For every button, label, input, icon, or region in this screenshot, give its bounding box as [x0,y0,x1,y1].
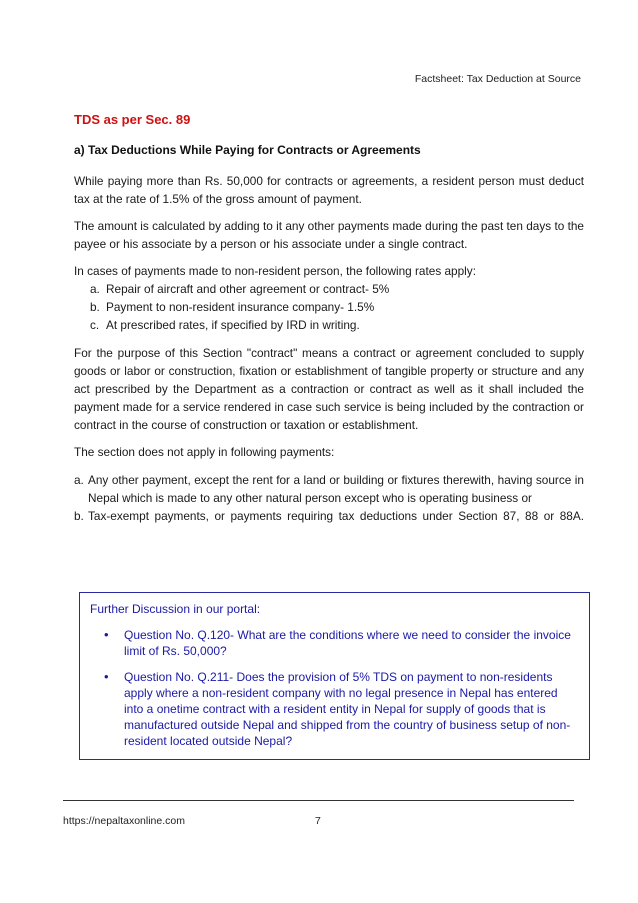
paragraph-tds-rate: While paying more than Rs. 50,000 for contracts or agreements, a resident person must deduct tax at the rate of 1.5% of the gross amount of payment. [74,174,584,206]
discussion-list [104,627,574,759]
section-heading: TDS as per Sec. 89 [74,112,191,127]
list-item: a. Any other payment, except the rent for a land or building or fixtures therewith, having source in Nepal which is made to any other natural person except who is operating business or [74,473,584,505]
paragraph-nonresident-intro: In cases of payments made to non-resident person, the following rates apply: [74,264,476,278]
paragraph-exemptions-intro: The section does not apply in following payments: [74,445,335,459]
footer-url[interactable]: https://nepaltaxonline.com [63,815,185,827]
paragraph-amount-calculation: The amount is calculated by adding to it any other payments made during the past ten days to the payee or his associate by a person or his associate under a single contract. [74,219,584,251]
list-item: b. Payment to non-resident insurance company- 1.5% [90,300,375,314]
further-discussion-box [79,592,590,760]
list-item: b. Tax-exempt payments, or payments requiring tax deductions under Section 87, 88 or 88A. [74,509,584,523]
footer-divider [63,800,574,801]
list-item: c. At prescribed rates, if specified by IRD in writing. [90,318,360,332]
discussion-title: Further Discussion in our portal: [90,602,261,616]
discussion-link-q120[interactable]: • Question No. Q.120- What are the conditions where we need to consider the invoice limit of Rs. 50,000? [104,627,571,658]
running-header: Factsheet: Tax Deduction at Source [414,73,581,85]
page-number: 7 [315,815,321,827]
list-item: a. Repair of aircraft and other agreement or contract- 5% [90,282,390,296]
bullet-icon: • [104,669,109,684]
nonresident-rates-list [74,280,584,334]
paragraph-contract-definition: For the purpose of this Section "contract" means a contract or agreement concluded to supply goods or labor or construction, fixation or establishment of tangible property or structure and any act prescribed by the Department as a contraction or contract as well as it shall included the payment made for a service rendered in case such service is being included by the contraction or contract in the course of construction or taxation or establishment. [74,346,584,432]
exemptions-list [74,471,584,525]
sub-heading: a) Tax Deductions While Paying for Contracts or Agreements [74,143,421,157]
discussion-link-q211[interactable]: • Question No. Q.211- Does the provision of 5% TDS on payment to non-residents apply where a non-resident company with no legal presence in Nepal has entered into a onetime contract with a resident entity in Nepal for supply of goods that is manufactured outside Nepal and shipped from the country of business setup of non-resident located outside Nepal? [104,669,571,748]
body-content [74,172,584,525]
bullet-icon: • [104,627,109,642]
